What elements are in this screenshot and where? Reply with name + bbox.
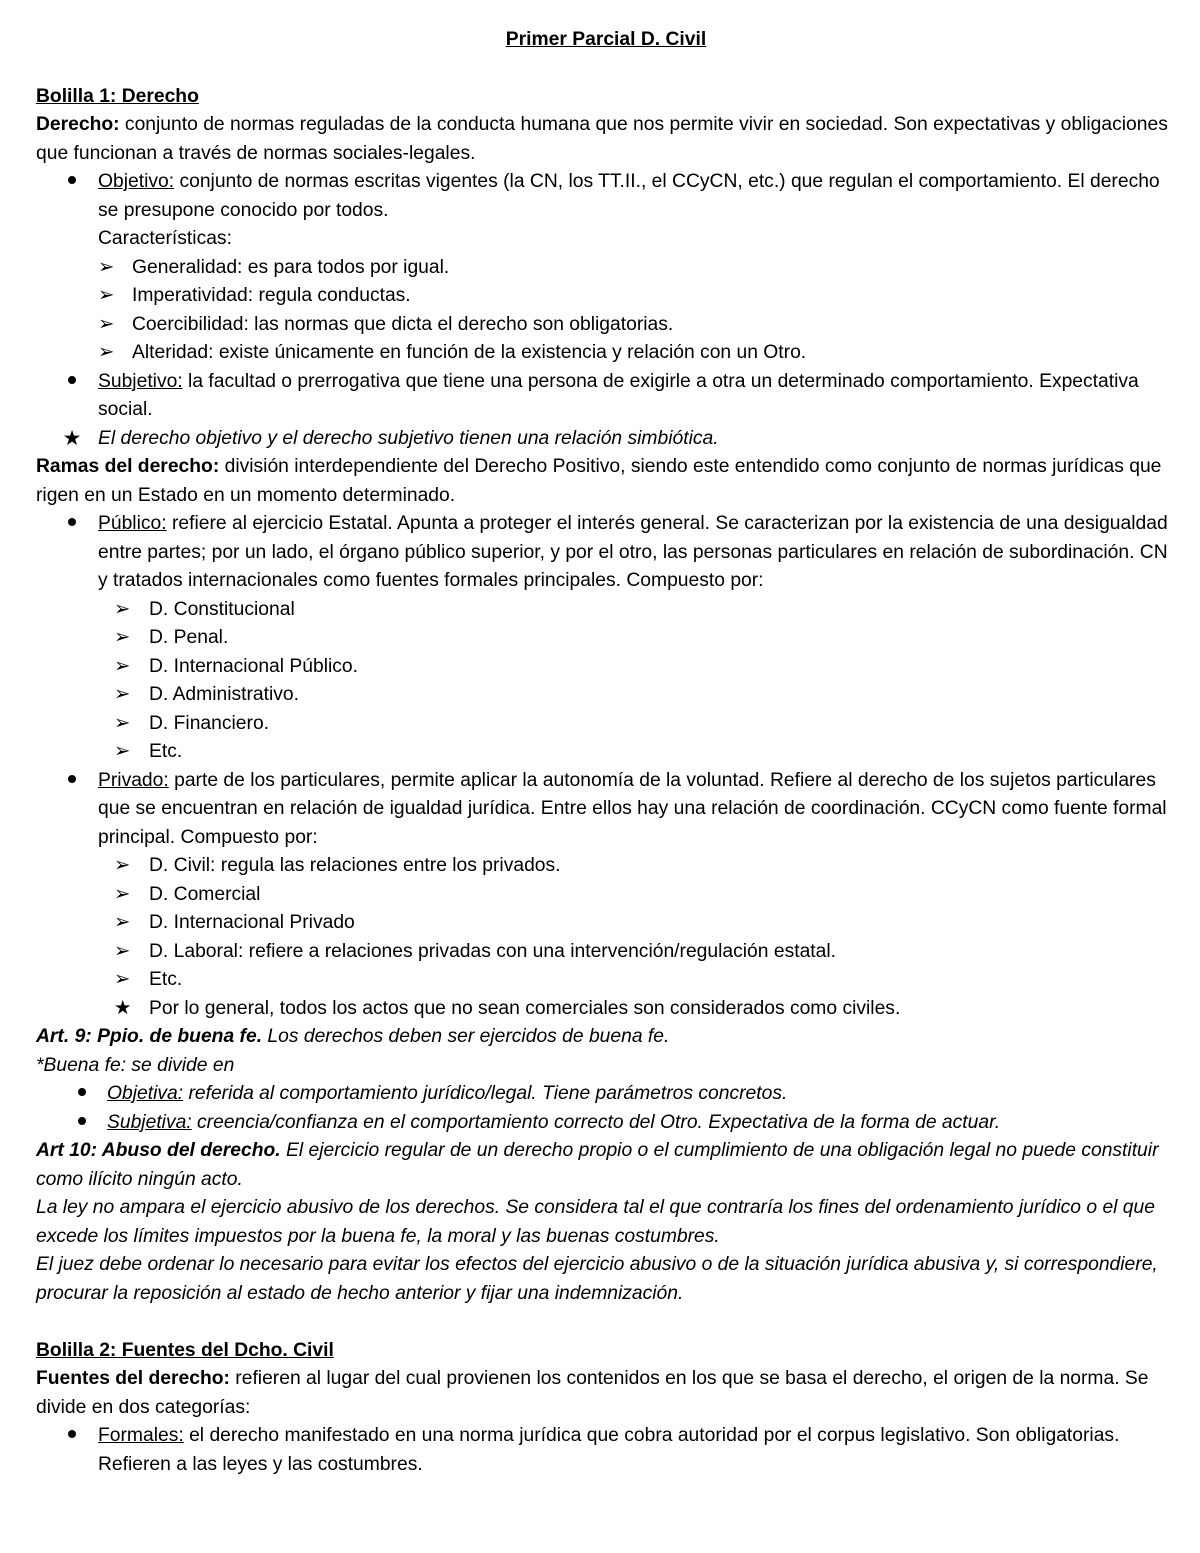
definition-privado: parte de los particulares, permite aplicar la autonomía de la voluntad. Refiere al derecho de los sujetos particulares que se encuentran en relación de igualdad jurídica. Entre ellos hay una relación de coordinación. CCyCN como fuente formal principal. Compuesto por: (98, 769, 1167, 848)
list-item (36, 282, 1176, 311)
term-fuentes: Fuentes del derecho: (36, 1368, 230, 1389)
bullet-icon (60, 168, 84, 197)
privado-item-text: D. Internacional Privado (149, 912, 355, 933)
term-objetiva: Objetiva: (107, 1083, 184, 1104)
arrow-icon: ➢ (98, 285, 115, 306)
list-item-objetivo (36, 168, 1176, 254)
term-derecho: Derecho: (36, 114, 120, 135)
definition-art-9: Los derechos deben ser ejercidos de buena fe. (262, 1026, 670, 1047)
privado-item-text: D. Comercial (149, 883, 261, 905)
publico-item-text: D. Internacional Público. (149, 655, 358, 677)
arrow-icon: ➢ (114, 940, 131, 962)
arrow-icon: ➢ (114, 741, 131, 762)
term-subjetiva: Subjetiva: (107, 1111, 192, 1133)
arrow-icon: ➢ (114, 684, 131, 705)
definition-derecho: conjunto de normas reguladas de la conducta humana que nos permite vivir en sociedad. Son expectativas y obligaciones que funcionan a través de normas sociales-legales. (36, 114, 1168, 164)
list-item (36, 995, 1176, 1024)
bullet-icon (60, 767, 84, 796)
term-art-9: Art. 9: Ppio. de buena fe. (36, 1026, 263, 1047)
arrow-icon: ➢ (114, 855, 131, 876)
definition-art-10: El ejercicio regular de un derecho propio o el cumplimiento de una obligación legal no puede constituir como ilícito ningún acto. (36, 1140, 1159, 1190)
paragraph-art-10-ley: La ley no ampara el ejercicio abusivo de los derechos. Se considera tal el que contraría los fines del ordenamiento jurídico o el que excede los límites impuestos por la buena fe, la moral y las buenas costumbres. (36, 1197, 1155, 1247)
list-item (36, 596, 1176, 625)
list-item (36, 966, 1176, 995)
spacer (36, 1308, 1176, 1337)
privado-star-text: Por lo general, todos los actos que no sean comerciales son considerados como civiles. (149, 997, 901, 1019)
bullet-icon (60, 368, 84, 397)
list-item (36, 909, 1176, 938)
term-subjetivo: Subjetivo: (98, 370, 183, 392)
definition-subjetivo: la facultad o prerrogativa que tiene una persona de exigirle a otra un determinado comportamiento. Expectativa social. (98, 370, 1139, 420)
paragraph-art-10 (36, 1137, 1176, 1194)
buena-fe-intro: *Buena fe: se divide en (36, 1054, 235, 1076)
list-item-star-note (36, 425, 1176, 454)
term-formales: Formales: (98, 1425, 184, 1446)
definition-objetivo: conjunto de normas escritas vigentes (la CN, los TT.II., el CCyCN, etc.) que regulan el comportamiento. El derecho se presupone conocido por todos. (98, 171, 1160, 221)
list-item (36, 339, 1176, 368)
bullet-icon (60, 1422, 84, 1451)
definition-fuentes: refieren al lugar del cual provienen los contenidos en los que se basa el derecho, el origen de la norma. Se divide en dos categorías: (36, 1368, 1149, 1418)
publico-item-text: D. Financiero. (149, 712, 270, 734)
definition-objetiva: referida al comportamiento jurídico/legal. Tiene parámetros concretos. (183, 1083, 788, 1104)
arrow-icon: ➢ (114, 598, 131, 620)
list-item-subjetiva (36, 1109, 1176, 1138)
caracteristicas-label: Características: (98, 228, 232, 249)
paragraph-art-9 (36, 1023, 1176, 1052)
list-item-publico (36, 510, 1176, 596)
section-heading-bolilla-1: Bolilla 1: Derecho (36, 85, 199, 107)
list-item (36, 254, 1176, 283)
list-item-subjetivo (36, 368, 1176, 425)
privado-item-text: D. Laboral: refiere a relaciones privadas con una intervención/regulación estatal. (149, 940, 837, 962)
list-item-privado (36, 767, 1176, 853)
caracteristica-text: Imperatividad: regula conductas. (132, 285, 411, 306)
privado-item-text: D. Civil: regula las relaciones entre los privados. (149, 855, 561, 876)
term-art-10: Art 10: Abuso del derecho. (36, 1140, 281, 1161)
star-note-text: El derecho objetivo y el derecho subjetivo tienen una relación simbiótica. (98, 427, 719, 449)
list-item (36, 624, 1176, 653)
bullet-icon (70, 1109, 94, 1138)
bullet-icon (70, 1080, 94, 1109)
list-item (36, 710, 1176, 739)
arrow-icon: ➢ (114, 969, 131, 990)
bullet-icon (60, 510, 84, 539)
arrow-icon: ➢ (114, 912, 131, 933)
definition-subjetiva: creencia/confianza en el comportamiento correcto del Otro. Expectativa de la forma de actuar. (191, 1111, 1001, 1133)
publico-item-text: D. Penal. (149, 627, 229, 648)
arrow-icon: ➢ (114, 712, 131, 734)
caracteristica-text: Generalidad: es para todos por igual. (132, 256, 450, 278)
paragraph-ramas (36, 453, 1176, 510)
paragraph-derecho (36, 111, 1176, 168)
term-privado: Privado: (98, 769, 169, 791)
list-item (36, 681, 1176, 710)
list-item (36, 881, 1176, 910)
list-item (36, 653, 1176, 682)
arrow-icon: ➢ (98, 256, 115, 278)
list-item-formales (36, 1422, 1176, 1479)
paragraph-fuentes (36, 1365, 1176, 1422)
document-page (36, 26, 1176, 1479)
list-item (36, 738, 1176, 767)
document-title: Primer Parcial D. Civil (505, 29, 707, 50)
term-ramas: Ramas del derecho: (36, 456, 220, 477)
publico-item-text: D. Constitucional (149, 598, 295, 620)
term-publico: Público: (98, 513, 167, 534)
arrow-icon: ➢ (114, 883, 131, 905)
arrow-icon: ➢ (114, 655, 131, 677)
publico-item-text: D. Administrativo. (149, 684, 300, 705)
caracteristica-text: Coercibilidad: las normas que dicta el derecho son obligatorias. (132, 313, 674, 335)
star-icon: ★ (62, 426, 82, 450)
definition-ramas: división interdependiente del Derecho Positivo, siendo este entendido como conjunto de normas jurídicas que rigen en un Estado en un momento determinado. (36, 456, 1162, 506)
privado-item-text: Etc. (149, 969, 183, 990)
arrow-icon: ➢ (114, 627, 131, 648)
list-item-objetiva (36, 1080, 1176, 1109)
definition-formales: el derecho manifestado en una norma jurídica que cobra autoridad por el corpus legislativo. Son obligatorias. Refieren a las leyes y las costumbres. (98, 1425, 1120, 1475)
star-icon: ★ (114, 997, 132, 1019)
list-item (36, 852, 1176, 881)
arrow-icon: ➢ (98, 313, 115, 335)
list-item (36, 938, 1176, 967)
list-item (36, 311, 1176, 340)
publico-item-text: Etc. (149, 741, 183, 762)
caracteristica-text: Alteridad: existe únicamente en función de la existencia y relación con un Otro. (132, 342, 807, 363)
definition-publico: refiere al ejercicio Estatal. Apunta a proteger el interés general. Se caracterizan por la existencia de una desigualdad entre partes; por un lado, el órgano público superior, y por el otro, las personas particulares en relación de subordinación. CN y tratados internacionales como fuentes formales principales. Compuesto por: (98, 513, 1168, 591)
term-objetivo: Objetivo: (98, 171, 175, 192)
paragraph-art-10-juez: El juez debe ordenar lo necesario para evitar los efectos del ejercicio abusivo o de la situación jurídica abusiva y, si correspondiere, procurar la reposición al estado de hecho anterior y fijar una indemnización. (36, 1254, 1158, 1304)
arrow-icon: ➢ (98, 342, 115, 363)
section-heading-bolilla-2: Bolilla 2: Fuentes del Dcho. Civil (36, 1339, 334, 1361)
